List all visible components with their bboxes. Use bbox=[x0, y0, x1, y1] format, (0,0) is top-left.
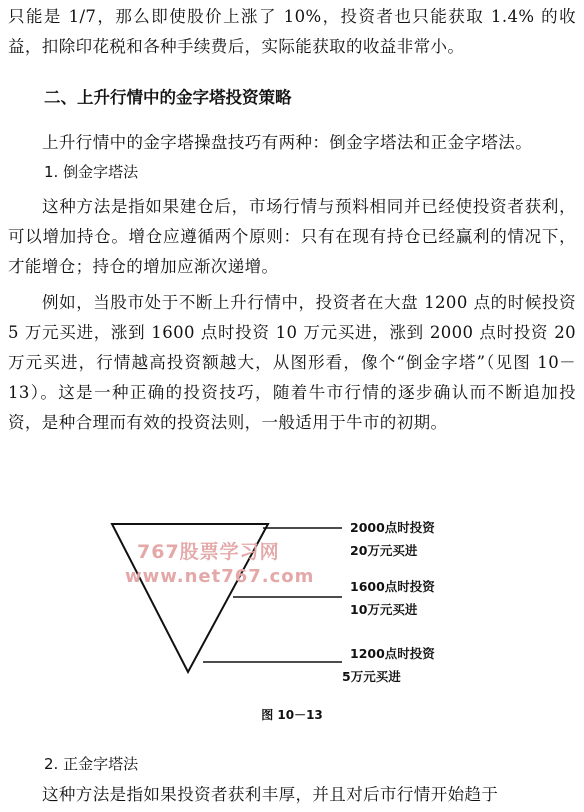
paragraph-example: 例如，当股市处于不断上升行情中，投资者在大盘 1200 点的时候投资 5 万元买进，涨到 1600 点时投资 10 万元买进，涨到 2000 点时投资 20 万元买进，行情越高投资额越大，从图形看，像个“倒金字塔”（见图 10－13）。这是一种正确的投资技巧，随着牛市行情的逐步确认而不断追加投资，是种合理而有效的投资法则，一般适用于牛市的初期。 bbox=[8, 293, 576, 432]
label-1200-line1: 1200点时投资 bbox=[350, 646, 435, 661]
subheading-inverted-pyramid: 1. 倒金字塔法 bbox=[44, 163, 139, 181]
subheading-pyramid: 2. 正金字塔法 bbox=[44, 755, 139, 773]
section-heading: 二、上升行情中的金字塔投资策略 bbox=[44, 88, 292, 107]
paragraph-intro: 上升行情中的金字塔操盘技巧有两种：倒金字塔法和正金字塔法。 bbox=[42, 133, 533, 152]
label-1200-line2: 5万元买进 bbox=[342, 669, 401, 684]
label-2000-line2: 20万元买进 bbox=[350, 543, 418, 558]
inverted-pyramid-figure bbox=[0, 512, 584, 702]
watermark-site-name: 767股票学习网 bbox=[137, 541, 280, 563]
paragraph-method-definition: 这种方法是指如果建仓后，市场行情与预料相同并已经使投资者获利，可以增加持仓。增仓应遵循两个原则：只有在现有持仓已经赢利的情况下，才能增仓；持仓的增加应渐次递增。 bbox=[8, 197, 576, 276]
paragraph-continued: 只能是 1/7，那么即使股价上涨了 10%，投资者也只能获取 1.4% 的收益，扣除印花税和各种手续费后，实际能获取的收益非常小。 bbox=[8, 7, 576, 56]
label-1600-line2: 10万元买进 bbox=[350, 602, 418, 617]
paragraph-pyramid-method: 这种方法是指如果投资者获利丰厚，并且对后市行情开始趋于 bbox=[42, 785, 499, 804]
label-1600-line1: 1600点时投资 bbox=[350, 579, 435, 594]
label-2000-line1: 2000点时投资 bbox=[350, 520, 435, 535]
watermark-url: www.net767.com bbox=[125, 566, 315, 587]
figure-caption: 图 10－13 bbox=[261, 708, 323, 722]
inverted-pyramid-diagram bbox=[0, 512, 584, 702]
